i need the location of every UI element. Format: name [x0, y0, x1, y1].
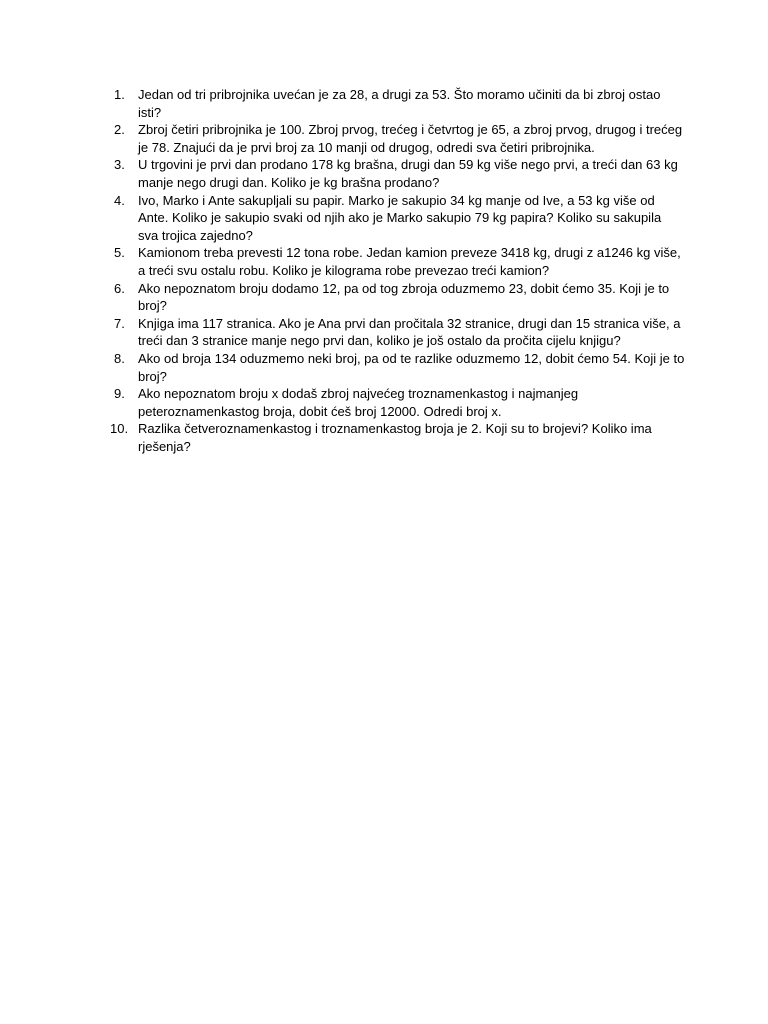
- task-number: 8.: [114, 350, 125, 366]
- task-number: 10.: [110, 421, 129, 437]
- task-text: Razlika četveroznamenkastog i troznamenkastog broja je 2. Koji su to brojevi? Koliko ima rješenja?: [138, 421, 652, 454]
- task-number: 2.: [114, 122, 125, 138]
- task-text: U trgovini je prvi dan prodano 178 kg brašna, drugi dan 59 kg više nego prvi, a treći dan 63 kg manje nego drugi dan. Koliko je kg brašna prodano?: [138, 157, 678, 190]
- task-number: 6.: [114, 280, 125, 296]
- task-item-3: [110, 156, 685, 191]
- task-item-7: [110, 315, 685, 350]
- task-item-10: [110, 420, 685, 455]
- task-item-8: [110, 350, 685, 385]
- task-item-2: [110, 121, 685, 156]
- task-item-1: [110, 86, 685, 121]
- task-number: 9.: [114, 386, 125, 402]
- task-number: 4.: [114, 192, 125, 208]
- task-text: Ako nepoznatom broju dodamo 12, pa od tog zbroja oduzmemo 23, dobit ćemo 35. Koji je to broj?: [138, 280, 670, 314]
- task-item-5: [110, 244, 685, 279]
- task-text: Ivo, Marko i Ante sakupljali su papir. Marko je sakupio 34 kg manje od Ive, a 53 kg više od Ante. Koliko je sakupio svaki od njih ako je Marko sakupio 79 kg papira? Koliko su sakupila sva trojica zajedno?: [138, 192, 662, 243]
- task-text: Zbroj četiri pribrojnika je 100. Zbroj prvog, trećeg i četvrtog je 65, a zbroj prvog, drugog i trećeg je 78. Znajući da je prvi broj za 10 manji od drugog, odredi sva četiri pribrojnika.: [138, 122, 683, 155]
- task-number: 3.: [114, 157, 125, 173]
- task-text: Kamionom treba prevesti 12 tona robe. Jedan kamion preveze 3418 kg, drugi z a1246 kg više, a treći svu ostalu robu. Koliko je kilograma robe prevezao treći kamion?: [138, 245, 681, 278]
- task-number: 1.: [114, 87, 125, 102]
- task-number: 7.: [114, 315, 125, 331]
- task-text: Jedan od tri pribrojnika uvećan je za 28, a drugi za 53. Što moramo učiniti da bi zbroj ostao isti?: [138, 87, 661, 120]
- task-item-4: [110, 192, 685, 245]
- task-number: 5.: [114, 245, 125, 261]
- task-item-9: [110, 385, 685, 420]
- task-text: Ako od broja 134 oduzmemo neki broj, pa od te razlike oduzmemo 12, dobit ćemo 54. Koji je to broj?: [138, 350, 685, 384]
- task-item-6: [110, 280, 685, 315]
- task-text: Knjiga ima 117 stranica. Ako je Ana prvi dan pročitala 32 stranice, drugi dan 15 stranica više, a treći dan 3 stranice manje nego prvi dan, koliko je još ostalo da pročita cijelu knjigu?: [138, 315, 681, 349]
- task-list: [110, 86, 685, 455]
- task-text: Ako nepoznatom broju x dodaš zbroj najvećeg troznamenkastog i najmanjeg peteroznamenkastog broja, dobit ćeš broj 12000. Odredi broj x.: [138, 386, 579, 419]
